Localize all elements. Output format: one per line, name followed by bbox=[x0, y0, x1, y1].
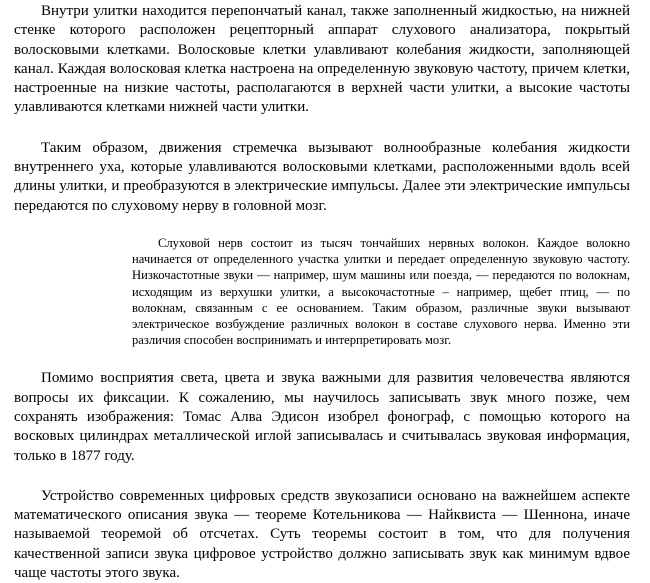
document-page bbox=[14, 2, 630, 583]
paragraph-spacer bbox=[14, 118, 630, 139]
paragraph-cochlea-canal: Внутри улитки находится перепончатый канал, также заполненный жидкостью, на нижней стенке которого расположен рецепторный аппарат слухового анализатора, покрытый волосковыми клетками. Волосковые клетки улавливают колебания жидкости, заполняющей канал. Каждая волосковая клетка настроена на определенную звуковую частоту, причем клетки, настроенные на низкие частоты, располагаются в верхней части улитки, а высокие частоты улавливаются клетками нижней части улитки. bbox=[14, 3, 630, 116]
paragraph-sound-recording-history: Помимо восприятия света, цвета и звука важными для развития человечества являются вопросы их фиксации. К сожалению, мы научилось записывать звук много позже, чем сохранять изображения: Томас Алва Эдисон изобрел фонограф, с помощью которого на восковых цилиндрах металлической иглой записывалась и считывалась звуковая информация, только в 1877 году. bbox=[14, 370, 630, 464]
paragraph-spacer bbox=[14, 348, 630, 369]
paragraph-spacer bbox=[14, 216, 630, 235]
quote-auditory-nerve: Слуховой нерв состоит из тысяч тончайших нервных волокон. Каждое волокно начинается от определенного участка улитки и передает определенную звуковую частоту. Низкочастотные звуки — например, шум машины или поезда, — передаются по волокнам, исходящим из верхушки улитки, а высокочастотные – например, щебет птиц, — по волокнам, связанным с ее основанием. Таким образом, различные звуки вызывают электрическое возбуждение различных волокон в составе слухового нерва. Именно эти различия способен воспринимать и интерпретировать мозг. bbox=[132, 235, 630, 348]
paragraph-stapes-movement: Таким образом, движения стремечка вызывают волнообразные колебания жидкости внутреннего уха, которые улавливаются волосковыми клетками, расположенными вдоль всей длины улитки, и преобразуются в электрические импульсы. Далее эти электрические импульсы передаются по слуховому нерву в головной мозг. bbox=[14, 139, 630, 214]
paragraph-sampling-theorem: Устройство современных цифровых средств звукозаписи основано на важнейшем аспекте математического описания звука — теореме Котельникова — Найквиста — Шеннона, иначе называемой теоремой об отсчетах. Суть теоремы состоит в том, что для получения качественной записи звука цифровое устройство должно записывать звук как минимум вдвое чаще частоты этого звука. bbox=[14, 487, 630, 582]
paragraph-spacer bbox=[14, 466, 630, 487]
